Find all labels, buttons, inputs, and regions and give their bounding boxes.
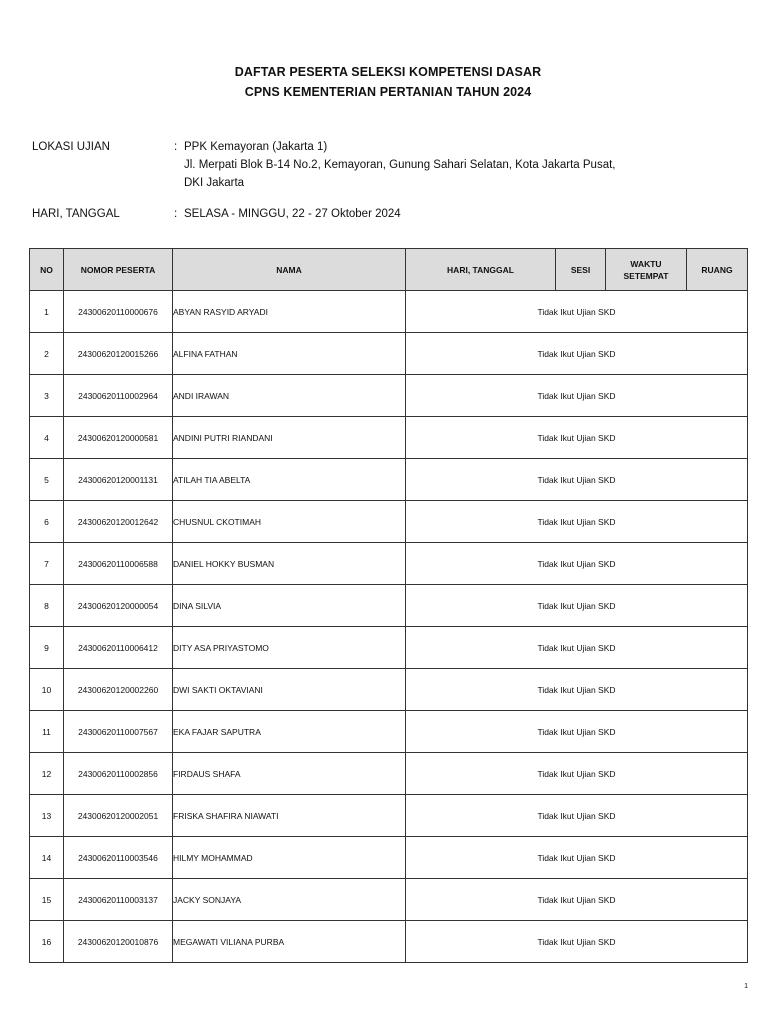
table-row (30, 879, 748, 921)
column-header-waktu-setempat (606, 249, 687, 291)
cell-nomor-peserta: 24300620120000054 (64, 585, 173, 627)
cell-nama: FRISKA SHAFIRA NIAWATI (173, 795, 406, 837)
cell-no: 13 (30, 795, 64, 837)
cell-nama: JACKY SONJAYA (173, 879, 406, 921)
cell-nomor-peserta: 24300620110003137 (64, 879, 173, 921)
column-header-waktu-line-1: WAKTU (630, 258, 662, 269)
cell-nama: DWI SAKTI OKTAVIANI (173, 669, 406, 711)
table-row (30, 753, 748, 795)
cell-keterangan: Tidak Ikut Ujian SKD (406, 795, 748, 837)
cell-keterangan: Tidak Ikut Ujian SKD (406, 291, 748, 333)
participant-table (29, 248, 748, 963)
cell-keterangan: Tidak Ikut Ujian SKD (406, 711, 748, 753)
cell-nomor-peserta: 24300620110002856 (64, 753, 173, 795)
cell-keterangan: Tidak Ikut Ujian SKD (406, 417, 748, 459)
column-header-no: NO (30, 249, 64, 291)
cell-keterangan: Tidak Ikut Ujian SKD (406, 753, 748, 795)
cell-nomor-peserta: 24300620120002260 (64, 669, 173, 711)
lokasi-ujian-label: LOKASI UJIAN (32, 141, 110, 153)
column-header-hari-tanggal: HARI, TANGGAL (406, 249, 556, 291)
column-header-ruang: RUANG (687, 249, 748, 291)
cell-nomor-peserta: 24300620110007567 (64, 711, 173, 753)
cell-nomor-peserta: 24300620110000676 (64, 291, 173, 333)
cell-nama: MEGAWATI VILIANA PURBA (173, 921, 406, 963)
cell-keterangan: Tidak Ikut Ujian SKD (406, 837, 748, 879)
cell-keterangan: Tidak Ikut Ujian SKD (406, 921, 748, 963)
page-number: 1 (744, 983, 748, 990)
cell-no: 10 (30, 669, 64, 711)
table-header-row (30, 249, 748, 291)
cell-keterangan: Tidak Ikut Ujian SKD (406, 627, 748, 669)
cell-nama: ALFINA FATHAN (173, 333, 406, 375)
table-row (30, 291, 748, 333)
table-row (30, 501, 748, 543)
cell-nomor-peserta: 24300620110003546 (64, 837, 173, 879)
cell-nama: ATILAH TIA ABELTA (173, 459, 406, 501)
table-row (30, 837, 748, 879)
cell-no: 15 (30, 879, 64, 921)
table-row (30, 375, 748, 417)
table-row (30, 417, 748, 459)
cell-no: 12 (30, 753, 64, 795)
cell-nama: DANIEL HOKKY BUSMAN (173, 543, 406, 585)
cell-no: 1 (30, 291, 64, 333)
cell-no: 4 (30, 417, 64, 459)
table-row (30, 543, 748, 585)
lokasi-name: PPK Kemayoran (Jakarta 1) (184, 141, 328, 153)
cell-keterangan: Tidak Ikut Ujian SKD (406, 375, 748, 417)
table-row (30, 333, 748, 375)
table-row (30, 627, 748, 669)
column-header-sesi: SESI (556, 249, 606, 291)
cell-no: 9 (30, 627, 64, 669)
lokasi-address-line-2: DKI Jakarta (184, 177, 245, 189)
hari-tanggal-colon: : (174, 208, 178, 220)
column-header-waktu-line-2: SETEMPAT (623, 270, 669, 281)
cell-keterangan: Tidak Ikut Ujian SKD (406, 585, 748, 627)
cell-no: 8 (30, 585, 64, 627)
hari-tanggal-value: SELASA - MINGGU, 22 - 27 Oktober 2024 (184, 208, 401, 220)
cell-keterangan: Tidak Ikut Ujian SKD (406, 543, 748, 585)
lokasi-ujian-value (184, 138, 654, 192)
cell-no: 5 (30, 459, 64, 501)
cell-no: 11 (30, 711, 64, 753)
lokasi-address-line-1: Jl. Merpati Blok B-14 No.2, Kemayoran, Gunung Sahari Selatan, Kota Jakarta Pusat, (184, 159, 616, 171)
cell-nomor-peserta: 24300620120012642 (64, 501, 173, 543)
table-row (30, 711, 748, 753)
document-title-line-2: CPNS KEMENTERIAN PERTANIAN TAHUN 2024 (244, 85, 532, 99)
cell-nama: DITY ASA PRIYASTOMO (173, 627, 406, 669)
cell-nomor-peserta: 24300620110006588 (64, 543, 173, 585)
cell-nomor-peserta: 24300620120002051 (64, 795, 173, 837)
table-row (30, 669, 748, 711)
hari-tanggal-label: HARI, TANGGAL (32, 208, 120, 220)
cell-no: 2 (30, 333, 64, 375)
cell-keterangan: Tidak Ikut Ujian SKD (406, 459, 748, 501)
table-row (30, 921, 748, 963)
cell-no: 3 (30, 375, 64, 417)
cell-no: 6 (30, 501, 64, 543)
cell-no: 16 (30, 921, 64, 963)
cell-nama: DINA SILVIA (173, 585, 406, 627)
cell-nama: EKA FAJAR SAPUTRA (173, 711, 406, 753)
cell-no: 14 (30, 837, 64, 879)
column-header-nama: NAMA (173, 249, 406, 291)
cell-nomor-peserta: 24300620110002964 (64, 375, 173, 417)
table-row (30, 585, 748, 627)
cell-nama: HILMY MOHAMMAD (173, 837, 406, 879)
cell-nama: ANDI IRAWAN (173, 375, 406, 417)
cell-keterangan: Tidak Ikut Ujian SKD (406, 669, 748, 711)
document-title-line-1: DAFTAR PESERTA SELEKSI KOMPETENSI DASAR (234, 65, 542, 79)
column-header-nomor-peserta: NOMOR PESERTA (64, 249, 173, 291)
cell-nama: ABYAN RASYID ARYADI (173, 291, 406, 333)
cell-nomor-peserta: 24300620120015266 (64, 333, 173, 375)
cell-nomor-peserta: 24300620120001131 (64, 459, 173, 501)
cell-keterangan: Tidak Ikut Ujian SKD (406, 879, 748, 921)
cell-keterangan: Tidak Ikut Ujian SKD (406, 501, 748, 543)
table-row (30, 795, 748, 837)
cell-nomor-peserta: 24300620110006412 (64, 627, 173, 669)
cell-keterangan: Tidak Ikut Ujian SKD (406, 333, 748, 375)
cell-nama: FIRDAUS SHAFA (173, 753, 406, 795)
cell-nomor-peserta: 24300620120010876 (64, 921, 173, 963)
table-row (30, 459, 748, 501)
lokasi-ujian-colon: : (174, 141, 178, 153)
cell-nama: ANDINI PUTRI RIANDANI (173, 417, 406, 459)
cell-no: 7 (30, 543, 64, 585)
cell-nama: CHUSNUL CKOTIMAH (173, 501, 406, 543)
cell-nomor-peserta: 24300620120000581 (64, 417, 173, 459)
